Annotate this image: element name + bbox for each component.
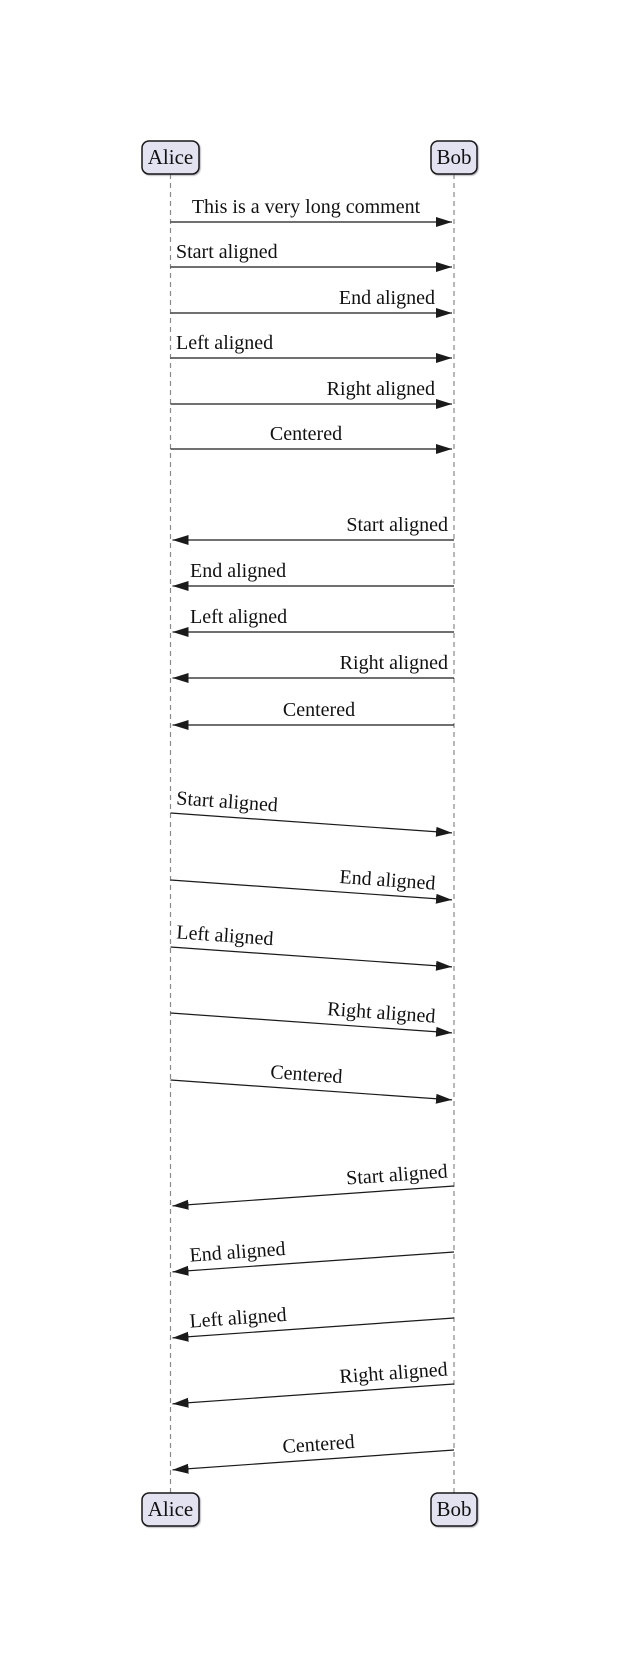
- actor-bob-bottom: [431, 1493, 477, 1526]
- message-1: [171, 196, 453, 222]
- message-19: [173, 1304, 455, 1338]
- message-15-label: Right aligned: [326, 998, 437, 1028]
- message-18: [173, 1238, 455, 1272]
- message-11: [173, 699, 455, 725]
- actor-alice-top-label: Alice: [147, 145, 194, 169]
- message-3-label: End aligned: [338, 287, 435, 309]
- message-4-label: Left aligned: [176, 332, 274, 354]
- message-20-arrow: [173, 1384, 455, 1404]
- message-15: [171, 998, 453, 1033]
- message-5: [171, 378, 453, 404]
- message-17-label: Start aligned: [345, 1160, 449, 1190]
- message-9-label: Left aligned: [190, 606, 288, 628]
- actor-alice-top: [142, 141, 199, 174]
- message-10-label: Right aligned: [339, 652, 448, 674]
- actor-bob-bottom-label: Bob: [436, 1497, 472, 1521]
- message-4: [171, 332, 453, 358]
- message-3: [171, 287, 453, 313]
- message-16: [171, 1061, 453, 1100]
- message-5-label: Right aligned: [326, 378, 435, 400]
- actor-bob-top-label: Bob: [436, 145, 472, 169]
- message-20-label: Right aligned: [338, 1358, 449, 1388]
- message-12: [171, 787, 453, 832]
- actor-bob-top: [431, 141, 477, 174]
- message-13-label: End aligned: [338, 866, 437, 895]
- message-18-label: End aligned: [188, 1237, 287, 1267]
- message-11-label: Centered: [282, 699, 356, 721]
- message-12-label: Start aligned: [175, 787, 279, 817]
- message-14-arrow: [171, 947, 453, 967]
- message-21-label: Centered: [281, 1431, 356, 1459]
- message-20: [173, 1358, 455, 1403]
- message-6-label: Centered: [269, 423, 343, 445]
- message-7: [173, 514, 455, 540]
- message-21: [173, 1431, 455, 1470]
- message-6: [171, 423, 453, 449]
- message-2: [171, 241, 453, 267]
- message-16-label: Centered: [269, 1061, 344, 1089]
- actor-alice-bottom-label: Alice: [147, 1497, 194, 1521]
- message-8-label: End aligned: [190, 560, 287, 582]
- message-9: [173, 606, 455, 632]
- message-7-label: Start aligned: [346, 514, 448, 536]
- message-10: [173, 652, 455, 678]
- message-2-label: Start aligned: [176, 241, 278, 263]
- message-1-label: This is a very long comment: [191, 196, 421, 218]
- message-17: [173, 1160, 455, 1205]
- message-14-label: Left aligned: [175, 921, 275, 951]
- message-8: [173, 560, 455, 586]
- message-17-arrow: [173, 1186, 455, 1206]
- message-12-arrow: [171, 813, 453, 833]
- message-19-label: Left aligned: [188, 1303, 288, 1333]
- message-13: [171, 866, 453, 900]
- actor-alice-bottom: [142, 1493, 199, 1526]
- message-14: [171, 921, 453, 966]
